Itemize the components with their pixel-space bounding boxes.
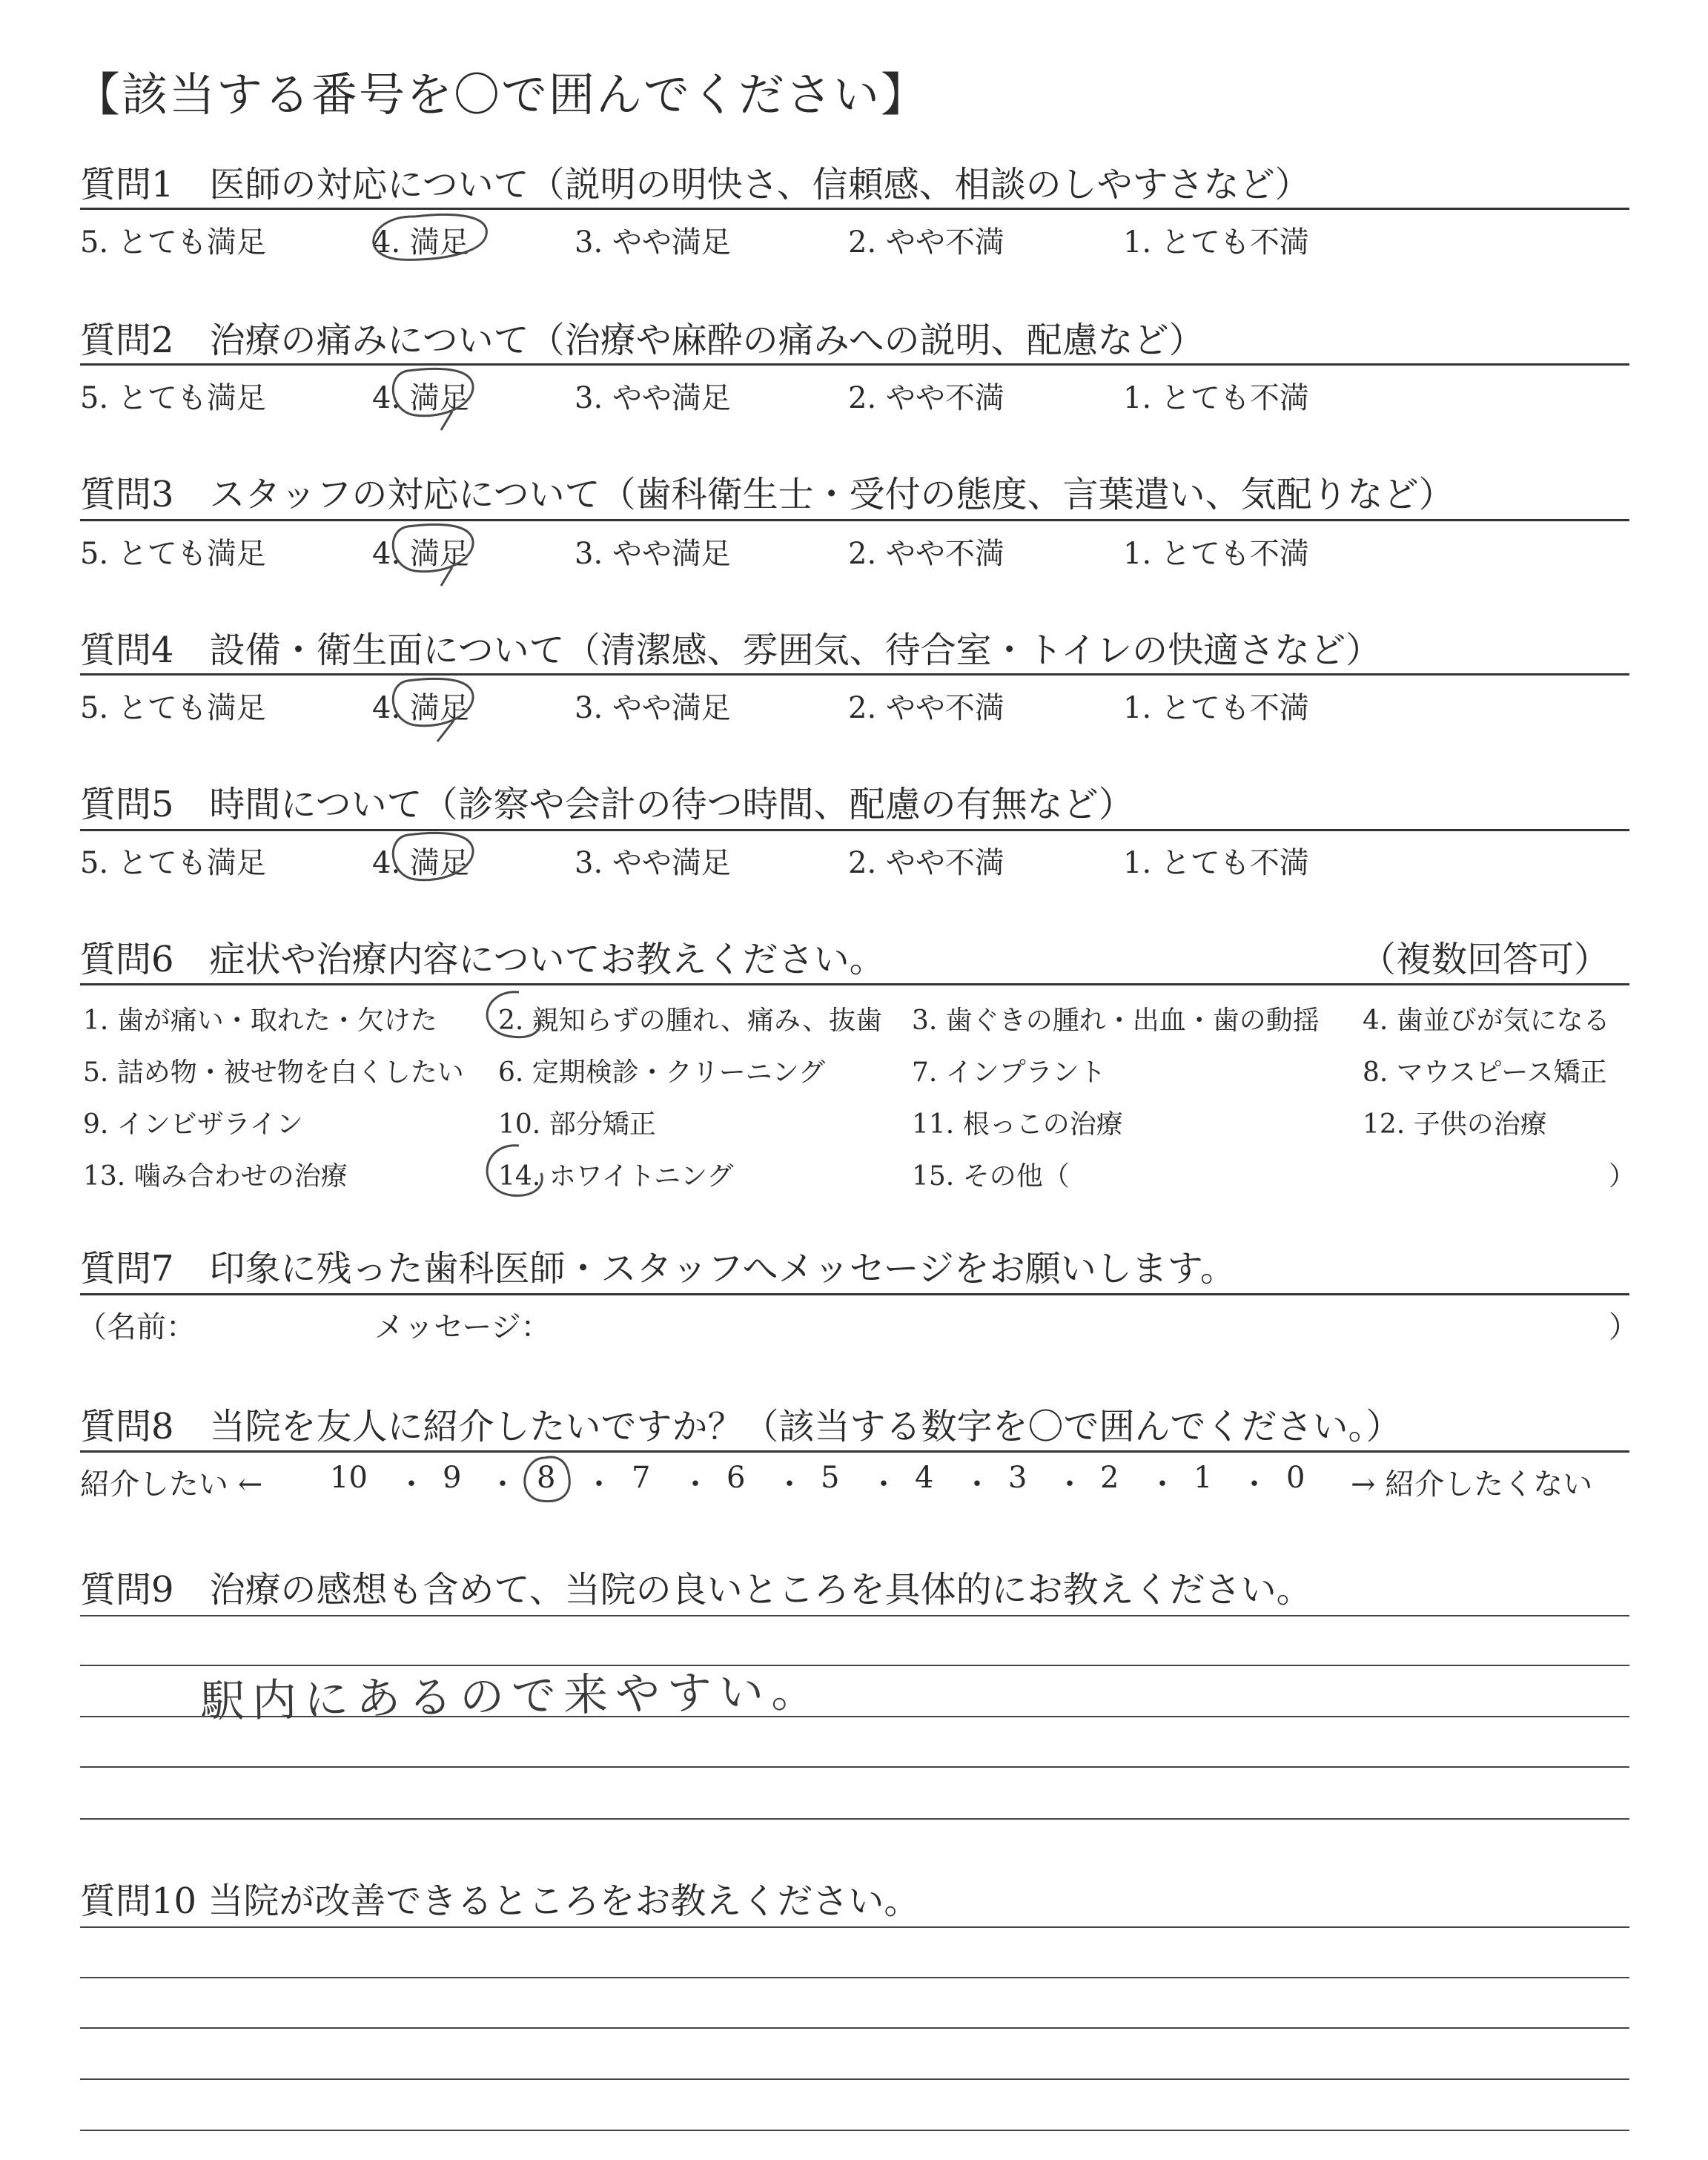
q1-option-2[interactable]: 2. やや不満 — [848, 225, 1004, 260]
q8-scale-dot: ・ — [1239, 1467, 1269, 1502]
q6-option-13[interactable]: 13. 噛み合わせの治療 — [83, 1161, 348, 1192]
q6-option-8[interactable]: 8. マウスピース矯正 — [1363, 1057, 1607, 1088]
q2-rule — [80, 363, 1629, 366]
q7-rule — [80, 1293, 1629, 1295]
q4-option-4[interactable]: 4. 満足 — [372, 691, 469, 725]
q6-option-9[interactable]: 9. インビザライン — [83, 1109, 303, 1140]
q6-rule — [80, 983, 1629, 985]
q3-heading: 質問3 スタッフの対応について（歯科衛生士・受付の態度、言葉遣い、気配りなど） — [80, 474, 1454, 515]
q5-option-1[interactable]: 1. とても不満 — [1123, 846, 1309, 880]
q8-scale-3[interactable]: 3 — [1008, 1461, 1027, 1495]
q4-option-1[interactable]: 1. とても不満 — [1123, 691, 1309, 725]
q4-option-3[interactable]: 3. やや満足 — [575, 691, 731, 725]
q2-option-2[interactable]: 2. やや不満 — [848, 381, 1004, 415]
q1-rule — [80, 208, 1629, 210]
q3-option-5[interactable]: 5. とても満足 — [80, 537, 266, 571]
q3-rule — [80, 519, 1629, 521]
q6-option-12[interactable]: 12. 子供の治療 — [1363, 1109, 1547, 1140]
q3-option-2[interactable]: 2. やや不満 — [848, 537, 1004, 571]
q6-option-15[interactable]: 15. その他（ — [912, 1161, 1070, 1192]
q5-option-2[interactable]: 2. やや不満 — [848, 846, 1004, 880]
q8-scale-6[interactable]: 6 — [726, 1461, 746, 1495]
q2-option-5[interactable]: 5. とても満足 — [80, 381, 266, 415]
q7-message-label: メッセージ： — [374, 1310, 551, 1344]
q8-scale-dot: ・ — [488, 1467, 517, 1502]
q6-option-14[interactable]: 14. ホワイトニング — [498, 1161, 734, 1192]
q3-option-3[interactable]: 3. やや満足 — [575, 537, 731, 571]
q8-scale-5[interactable]: 5 — [821, 1461, 840, 1495]
q3-option-4[interactable]: 4. 満足 — [372, 537, 469, 571]
q8-scale-dot: ・ — [397, 1467, 426, 1502]
q1-heading: 質問1 医師の対応について（説明の明快さ、信頼感、相談のしやすさなど） — [80, 164, 1311, 205]
q2-option-4[interactable]: 4. 満足 — [372, 381, 469, 415]
q9-heading: 質問9 治療の感想も含めて、当院の良いところを具体的にお教えください。 — [80, 1569, 1312, 1611]
q8-scale-dot: ・ — [584, 1467, 614, 1502]
q7-name-label: （名前： — [77, 1310, 196, 1344]
q6-note: （複数回答可） — [1360, 939, 1610, 980]
q7-close-paren: ） — [1609, 1310, 1638, 1344]
q4-option-2[interactable]: 2. やや不満 — [848, 691, 1004, 725]
q5-option-3[interactable]: 3. やや満足 — [575, 846, 731, 880]
q9-writing-line — [80, 1818, 1629, 1820]
q5-option-4[interactable]: 4. 満足 — [372, 846, 469, 880]
q10-writing-line — [80, 1977, 1629, 1978]
q9-writing-line — [80, 1615, 1629, 1616]
q8-rule — [80, 1450, 1629, 1453]
q10-heading: 質問10 当院が改善できるところをお教えください。 — [80, 1880, 920, 1922]
q8-scale-dot: ・ — [775, 1467, 804, 1502]
q10-writing-line — [80, 1926, 1629, 1928]
q5-heading: 質問5 時間について（診察や会計の待つ時間、配慮の有無など） — [80, 784, 1134, 825]
q8-left-label: 紹介したい ← — [80, 1467, 263, 1502]
q9-handwritten-answer[interactable]: 駅内にあるので来やすい。 — [199, 1665, 824, 1728]
q5-rule — [80, 829, 1629, 831]
q6-option-11[interactable]: 11. 根っこの治療 — [912, 1109, 1123, 1140]
q10-writing-line — [80, 2078, 1629, 2080]
q2-option-1[interactable]: 1. とても不満 — [1123, 381, 1309, 415]
q7-heading: 質問7 印象に残った歯科医師・スタッフへメッセージをお願いします。 — [80, 1248, 1236, 1289]
q1-option-1[interactable]: 1. とても不満 — [1123, 225, 1309, 260]
q8-scale-2[interactable]: 2 — [1100, 1461, 1119, 1495]
q8-heading: 質問8 当院を友人に紹介したいですか？（該当する数字を〇で囲んでください。） — [80, 1406, 1402, 1447]
q8-scale-9[interactable]: 9 — [443, 1461, 462, 1495]
q8-scale-1[interactable]: 1 — [1194, 1461, 1213, 1495]
q1-option-3[interactable]: 3. やや満足 — [575, 225, 731, 260]
q8-scale-8[interactable]: 8 — [537, 1461, 556, 1495]
q8-scale-10[interactable]: 10 — [330, 1461, 368, 1495]
q8-scale-dot: ・ — [962, 1467, 992, 1502]
q4-heading: 質問4 設備・衛生面について（清潔感、雰囲気、待合室・トイレの快適さなど） — [80, 630, 1382, 671]
q3-option-1[interactable]: 1. とても不満 — [1123, 537, 1309, 571]
q6-option-7[interactable]: 7. インプラント — [912, 1057, 1106, 1088]
q8-scale-0[interactable]: 0 — [1286, 1461, 1305, 1495]
q6-option-2[interactable]: 2. 親知らずの腫れ、痛み、抜歯 — [498, 1005, 883, 1036]
q6-option-10[interactable]: 10. 部分矯正 — [498, 1109, 656, 1140]
q6-heading: 質問6 症状や治療内容についてお教えください。 — [80, 939, 885, 980]
q1-option-4[interactable]: 4. 満足 — [372, 225, 469, 260]
q2-heading: 質問2 治療の痛みについて（治療や麻酔の痛みへの説明、配慮など） — [80, 320, 1205, 361]
q8-scale-dot: ・ — [869, 1467, 898, 1502]
q6-option-6[interactable]: 6. 定期検診・クリーニング — [498, 1057, 826, 1088]
q10-writing-line — [80, 2027, 1629, 2029]
q4-rule — [80, 673, 1629, 676]
q6-option-15-close: ） — [1609, 1161, 1636, 1192]
q6-option-1[interactable]: 1. 歯が痛い・取れた・欠けた — [83, 1005, 437, 1036]
q6-option-4[interactable]: 4. 歯並びが気になる — [1363, 1005, 1610, 1036]
q6-option-3[interactable]: 3. 歯ぐきの腫れ・出血・歯の動揺 — [912, 1005, 1320, 1036]
q8-scale-dot: ・ — [681, 1467, 710, 1502]
q2-option-3[interactable]: 3. やや満足 — [575, 381, 731, 415]
q8-right-label: → 紹介したくない — [1351, 1467, 1593, 1502]
q10-writing-line — [80, 2130, 1629, 2131]
q8-scale-4[interactable]: 4 — [915, 1461, 934, 1495]
q8-scale-dot: ・ — [1148, 1467, 1177, 1502]
q6-option-5[interactable]: 5. 詰め物・被せ物を白くしたい — [83, 1057, 464, 1088]
q1-option-5[interactable]: 5. とても満足 — [80, 225, 266, 260]
q4-option-5[interactable]: 5. とても満足 — [80, 691, 266, 725]
page-title: 【該当する番号を〇で囲んでください】 — [74, 67, 929, 122]
q9-writing-line — [80, 1766, 1629, 1768]
q5-option-5[interactable]: 5. とても満足 — [80, 846, 266, 880]
q8-scale-dot: ・ — [1055, 1467, 1085, 1502]
q8-scale-7[interactable]: 7 — [632, 1461, 651, 1495]
